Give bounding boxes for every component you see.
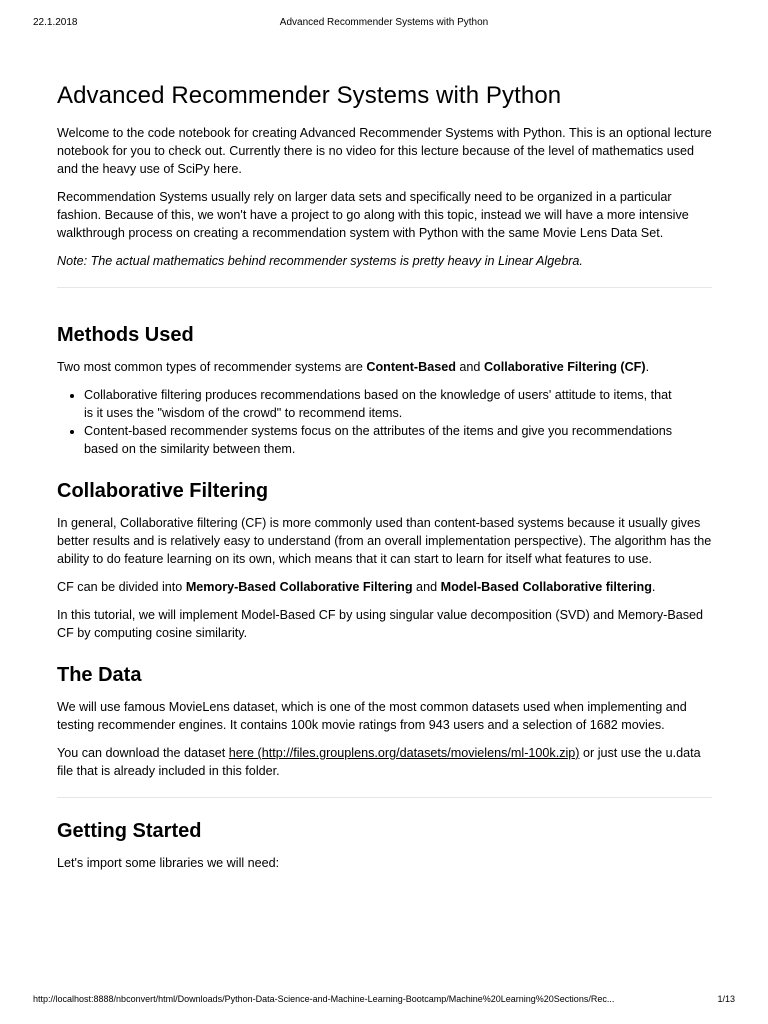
- list-item: • Content-based recommender systems focus on the attributes of the items and give you recommendations based on the similarity between them.: [84, 422, 712, 458]
- data-paragraph-1: We will use famous MovieLens dataset, which is one of the most common datasets used when implementing and testing recommender engines. It contains 100k movie ratings from 943 users and a selection of 1682 movies.: [57, 700, 687, 732]
- methods-list: [57, 386, 712, 458]
- print-header-title: Advanced Recommender Systems with Python: [279, 17, 489, 28]
- page-title: Advanced Recommender Systems with Python: [57, 82, 562, 109]
- section-divider: [57, 287, 712, 288]
- intro-note: [57, 252, 712, 270]
- page-number: 1/13: [717, 994, 735, 1004]
- cf-p2-post: .: [651, 580, 656, 594]
- cf-p2-pre: CF can be divided into: [57, 580, 186, 594]
- data-heading: The Data: [57, 664, 142, 686]
- print-date: 22.1.2018: [33, 17, 78, 28]
- content-based-term: Content-Based: [366, 360, 456, 374]
- memory-based-term: Memory-Based Collaborative Filtering: [185, 580, 413, 594]
- cf-paragraph-2: [57, 578, 712, 596]
- cf-paragraph-1: In general, Collaborative filtering (CF) is more commonly used than content-based systems because it usually gives better results and is relatively easy to understand (from an overall implementation perspective). The algorithm has the ability to do feature learning on its own, which means that it can start to learn for itself what features to use.: [57, 516, 712, 566]
- getting-started-paragraph: Let's import some libraries we will need:: [57, 856, 280, 870]
- intro-paragraph-1: Welcome to the code notebook for creating Advanced Recommender Systems with Python. This is an optional lecture notebook for you to check out. Currently there is no video for this lecture because of the level of mathematics used and the heavy use of SciPy here.: [57, 126, 712, 176]
- cf-paragraph-3: In this tutorial, we will implement Model-Based CF by using singular value decomposition (SVD) and Memory-Based CF by computing cosine similarity.: [57, 608, 704, 640]
- cf-p2-mid: and: [412, 580, 441, 594]
- intro-paragraph-2: Recommendation Systems usually rely on larger data sets and specifically need to be organized in a particular fashion. Because of this, we won't have a project to go along with this topic, instead we will have a more intensive walkthrough process on creating a recommendation system with Python with the same Movie Lens Data Set.: [57, 190, 689, 240]
- methods-lead-pre: Two most common types of recommender systems are: [57, 360, 367, 374]
- collaborative-filtering-term: Collaborative Filtering (CF): [483, 360, 646, 374]
- getting-started-heading: Getting Started: [57, 820, 202, 842]
- model-based-term: Model-Based Collaborative filtering: [440, 580, 652, 594]
- print-footer-url: http://localhost:8888/nbconvert/html/Downloads/Python-Data-Science-and-Machine-Learning-Bootcamp/Machine%20Learning%20Sections/Rec...: [33, 994, 615, 1004]
- note-text: Note: The actual mathematics behind recommender systems is pretty heavy in Linear Algebra.: [57, 254, 583, 268]
- methods-lead-mid: and: [455, 360, 484, 374]
- data-p2-post: or just use the u.data file that is already included in this folder.: [57, 746, 701, 778]
- data-p2-pre: You can download the dataset: [57, 746, 229, 760]
- data-paragraph-2: [57, 744, 712, 780]
- section-divider: [57, 797, 712, 798]
- cf-heading: Collaborative Filtering: [57, 480, 269, 502]
- methods-heading: Methods Used: [57, 324, 194, 346]
- methods-lead: [57, 358, 712, 376]
- list-item: • Collaborative filtering produces recommendations based on the knowledge of users' attitude to items, that is it uses the "wisdom of the crowd" to recommend items.: [84, 386, 712, 422]
- methods-lead-post: .: [645, 360, 650, 374]
- dataset-download-link[interactable]: here (http://files.grouplens.org/datasets/movielens/ml-100k.zip): [228, 746, 580, 760]
- notebook-content: [57, 80, 712, 882]
